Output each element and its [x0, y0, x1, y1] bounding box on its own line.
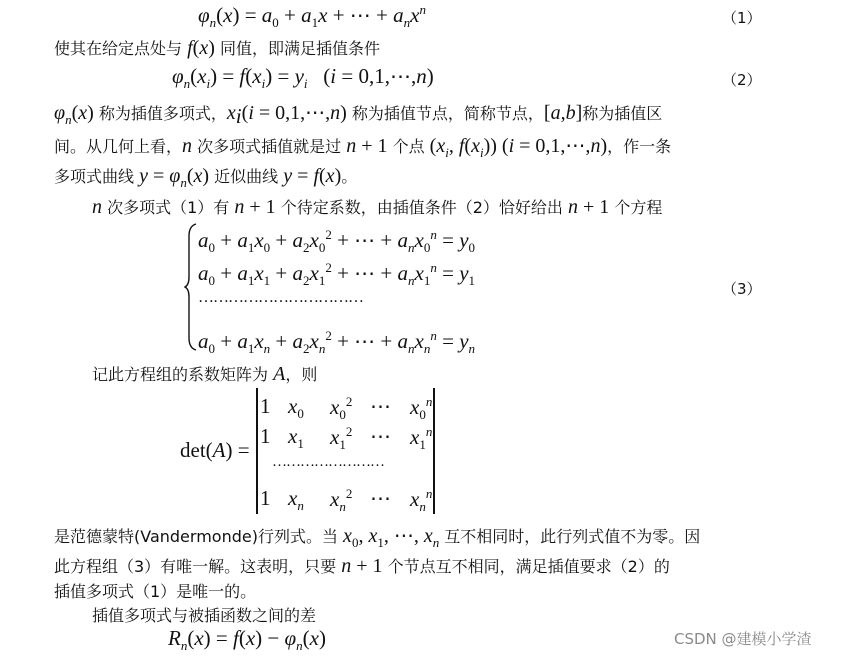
system-row-2: $a_0 + a_1x_1 + a_2x_1^2$ + ⋯ + $a_nx_1^n = y_1$: [198, 260, 476, 289]
paragraph-6: 插值多项式与被插函数之间的差: [92, 606, 317, 625]
system-row-dots: ……………………………: [198, 289, 363, 306]
equation-3-number: （3）: [722, 280, 762, 298]
paragraph-1: 使其在给定点处与 f(x) 同值，即满足插值条件: [54, 37, 380, 59]
det-right-bar: [433, 388, 435, 514]
paragraph-4: 记此方程组的系数矩阵为 A，则: [92, 363, 318, 385]
det-lhs: det(A) =: [180, 438, 250, 462]
paragraph-5-line-2: 此方程组（3）有唯一解。这表明，只要 n + 1 个节点互不相同，满足插值要求（2）的: [54, 555, 670, 577]
system-row-1: $a_0 + a_1x_0 + a_2x_0^2$ + ⋯ + $a_nx_0^n = y_0$: [198, 227, 476, 256]
paragraph-2-line-3: 多项式曲线 $y = \varphi_n(x)$ 近似曲线 y = f(x)。: [54, 165, 358, 190]
paragraph-3: n 次多项式（1）有 n + 1 个待定系数，由插值条件（2）恰好给出 n + 1 个方程: [92, 196, 663, 218]
left-brace: [184, 222, 198, 352]
paragraph-2-line-2: 间。从几何上看，n 次多项式插值就是过 n + 1 个点 ($x_i$, $f(x_i)$) (i = 0,1,⋯,n)，作一条: [54, 135, 672, 160]
paragraph-5-line-3: 插值多项式（1）是唯一的。: [54, 582, 257, 601]
equation-2-number: （2）: [722, 71, 762, 89]
equation-1: $\varphi_n(x) = a_0 + a_1x$ + ⋯ + $a_nx^n$: [198, 2, 426, 31]
det-left-bar: [256, 388, 258, 514]
system-row-n: $a_0 + a_1x_n + a_2x_n^2$ + ⋯ + $a_nx_n^n = y_n$: [198, 328, 476, 357]
equation-1-number: （1）: [722, 9, 762, 27]
det-row-dots: ……………………: [272, 454, 384, 470]
equation-remainder: $R_n(x) = f(x) - \varphi_n(x)$: [168, 626, 326, 654]
watermark: CSDN @建模小学渣: [674, 630, 812, 648]
equation-2: $\varphi_n(x_i) = f(x_i) = y_i$ (i = 0,1,⋯,n): [172, 64, 434, 92]
paragraph-5-line-1: 是范德蒙特(Vandermonde)行列式。当 $x_0$, $x_1$, ⋯, $x_n$ 互不相同时，此行列式值不为零。因: [54, 525, 701, 550]
paragraph-2-line-1: $\varphi_n(x)$ 称为插值多项式，$x_i(i$ = 0,1,⋯,n) 称为插值节点，简称节点，[a,b]称为插值区: [54, 102, 663, 129]
